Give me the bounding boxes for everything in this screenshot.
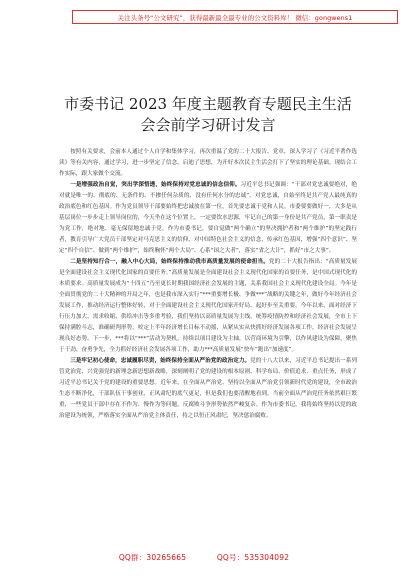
qq-group-text: QQ群：30265665 xyxy=(118,553,187,562)
document-title xyxy=(58,94,358,136)
qq-number-text: QQ号：535304092 xyxy=(216,553,290,562)
paragraph-intro: 按照有关要求，会前本人通过个人自学和集体学习，再次重温了党的二十大报告、党章，深入学习了《习近平著作选读》等有关内容，通过学习，进一步坚定了信念，启迪了思想，为开好本次民主生活会打下了坚实的理论基础。现结合工作实际，跟大家做个交流。 xyxy=(59,149,357,177)
promo-banner: 关注头条号“公文研究”，获得最新最全最专业的公文资料库！ 微信：gongwens1 xyxy=(72,10,398,24)
paragraph-section-3: 三是牢记初心使命，忠诚履职尽责，始终保持全面从严治党的政治定力。党的十八大以来，习近平总书记提出一系列管党治党、兴党强党的新理念新思想新战略，深刻阐明了党的建设的根本原则、科学布局、价值追求、重点任务，形成了习近平总书记关于党的建设的重要思想。近年来，在全面从严治党、坚持以全面从严治党引领新时代党的建设，全市政治生态不断净化，干部队伍干事创业、正风肃纪的底气更足，但是我们也要清醒地看到，当前全面从严治党任务依然艰巨繁重，一些党员干部中存在不作为、慢作为等问题，反腐败斗争形势依然严峻复杂。作为市委书记，我将始终坚持以党的政治建设为统领，严格落实全面从严治党主体责任，持之以恒正风肃纪，坚决惩治腐败。 xyxy=(59,358,357,419)
contact-footer xyxy=(0,552,408,563)
section-heading: 三是牢记初心使命，忠诚履职尽责，始终保持全面从严治党的政治定力。 xyxy=(70,358,251,364)
section-heading: 一是增强政治自觉，突出学深悟透，始终保持对党忠诚的信念信仰。 xyxy=(70,182,241,188)
paragraph-section-2: 二是坚持知行合一，融入中心大局，始终保持推动我市高质量发展的使命担当。党的二十大报告指出：“高质量发展是全面建设社会主义现代化国家的首要任务。”高质量发展是全面建设社会主义现代化国家的首要任务，是中国式现代化的本质要求。高质量发展成为“十四五”乃至更长时期我国经济社会发展的主题，关系我国社会主义现代化建设全局。今年是全面贯彻党的二十大精神的开局之年，也是我市深入实行“***重要增长极、争做***”战略的关键之年，做好今年经济社会发展工作，推动经济运行整体好转，对于全面建设社会主义现代化国家开好局、起好步至关重要。今年以来，面对经济下行压力加大、需求收缩、供给冲击等多重考验，我们坚持以高质量发展为主线，统筹疫情防控和经济社会发展，全市上下保持满腔斗志，准确研判形势，咬定上半年经济增长目标不动摇，从紧从实从快抓好经济发展各项工作，经济社会发展呈现良好态势。下一步，***将以“***”活动为契机，持续以项目建设为主轴，以营商环境为引擎，以作风建设为保障，聚焦于干劲、奋勇争先，全力抓好经济社会发展各项工作，助力***高质量发展“快车”跑出“加速度”。 xyxy=(59,259,357,353)
paragraph-section-1: 一是增强政治自觉，突出学深悟透，始终保持对党忠诚的信念信仰。习近平总书记强调：“干部对党忠诚要绝对，绝对就是唯一的、彻底的、无条件的、不掺任何杂质的、没有任何水分的忠诚”。对党忠诚，自始至终是共产党人最纯真的政治底色和红色基因。作为党员领导干部要始终把忠诚放在第一位，首先要忠诚于党和人民。市委要要做好一，大多是从基层岗位一步步走上领导岗位的，今天坐在这个位置上，一定要饮水思源，牢记自己的第一身份是共产党员，第一职责是为党工作，绝对地、毫无保留地忠诚于党。作为市委书记，要自觉做“两个确立”的坚决拥护者和“两个维护”的坚定践行者，教育引导广大党员干部坚定对马克思主义的信仰，对中国特色社会主义的信念，传承红色基因，增强“四个意识”、坚定“四个自信”、做到“两个维护”，始终胸怀“两个大局”、心系“国之大者”，落实“省之大计”，抓好“市之大事”。 xyxy=(59,182,357,254)
section-heading: 二是坚持知行合一，融入中心大局，始终保持推动我市高质量发展的使命担当。 xyxy=(70,259,269,265)
document-body xyxy=(59,147,357,422)
title-line-1: 市委书记 2023 年度主题教育专题民主生活 xyxy=(64,95,352,113)
title-line-2: 会会前学习研讨发言 xyxy=(140,116,276,134)
